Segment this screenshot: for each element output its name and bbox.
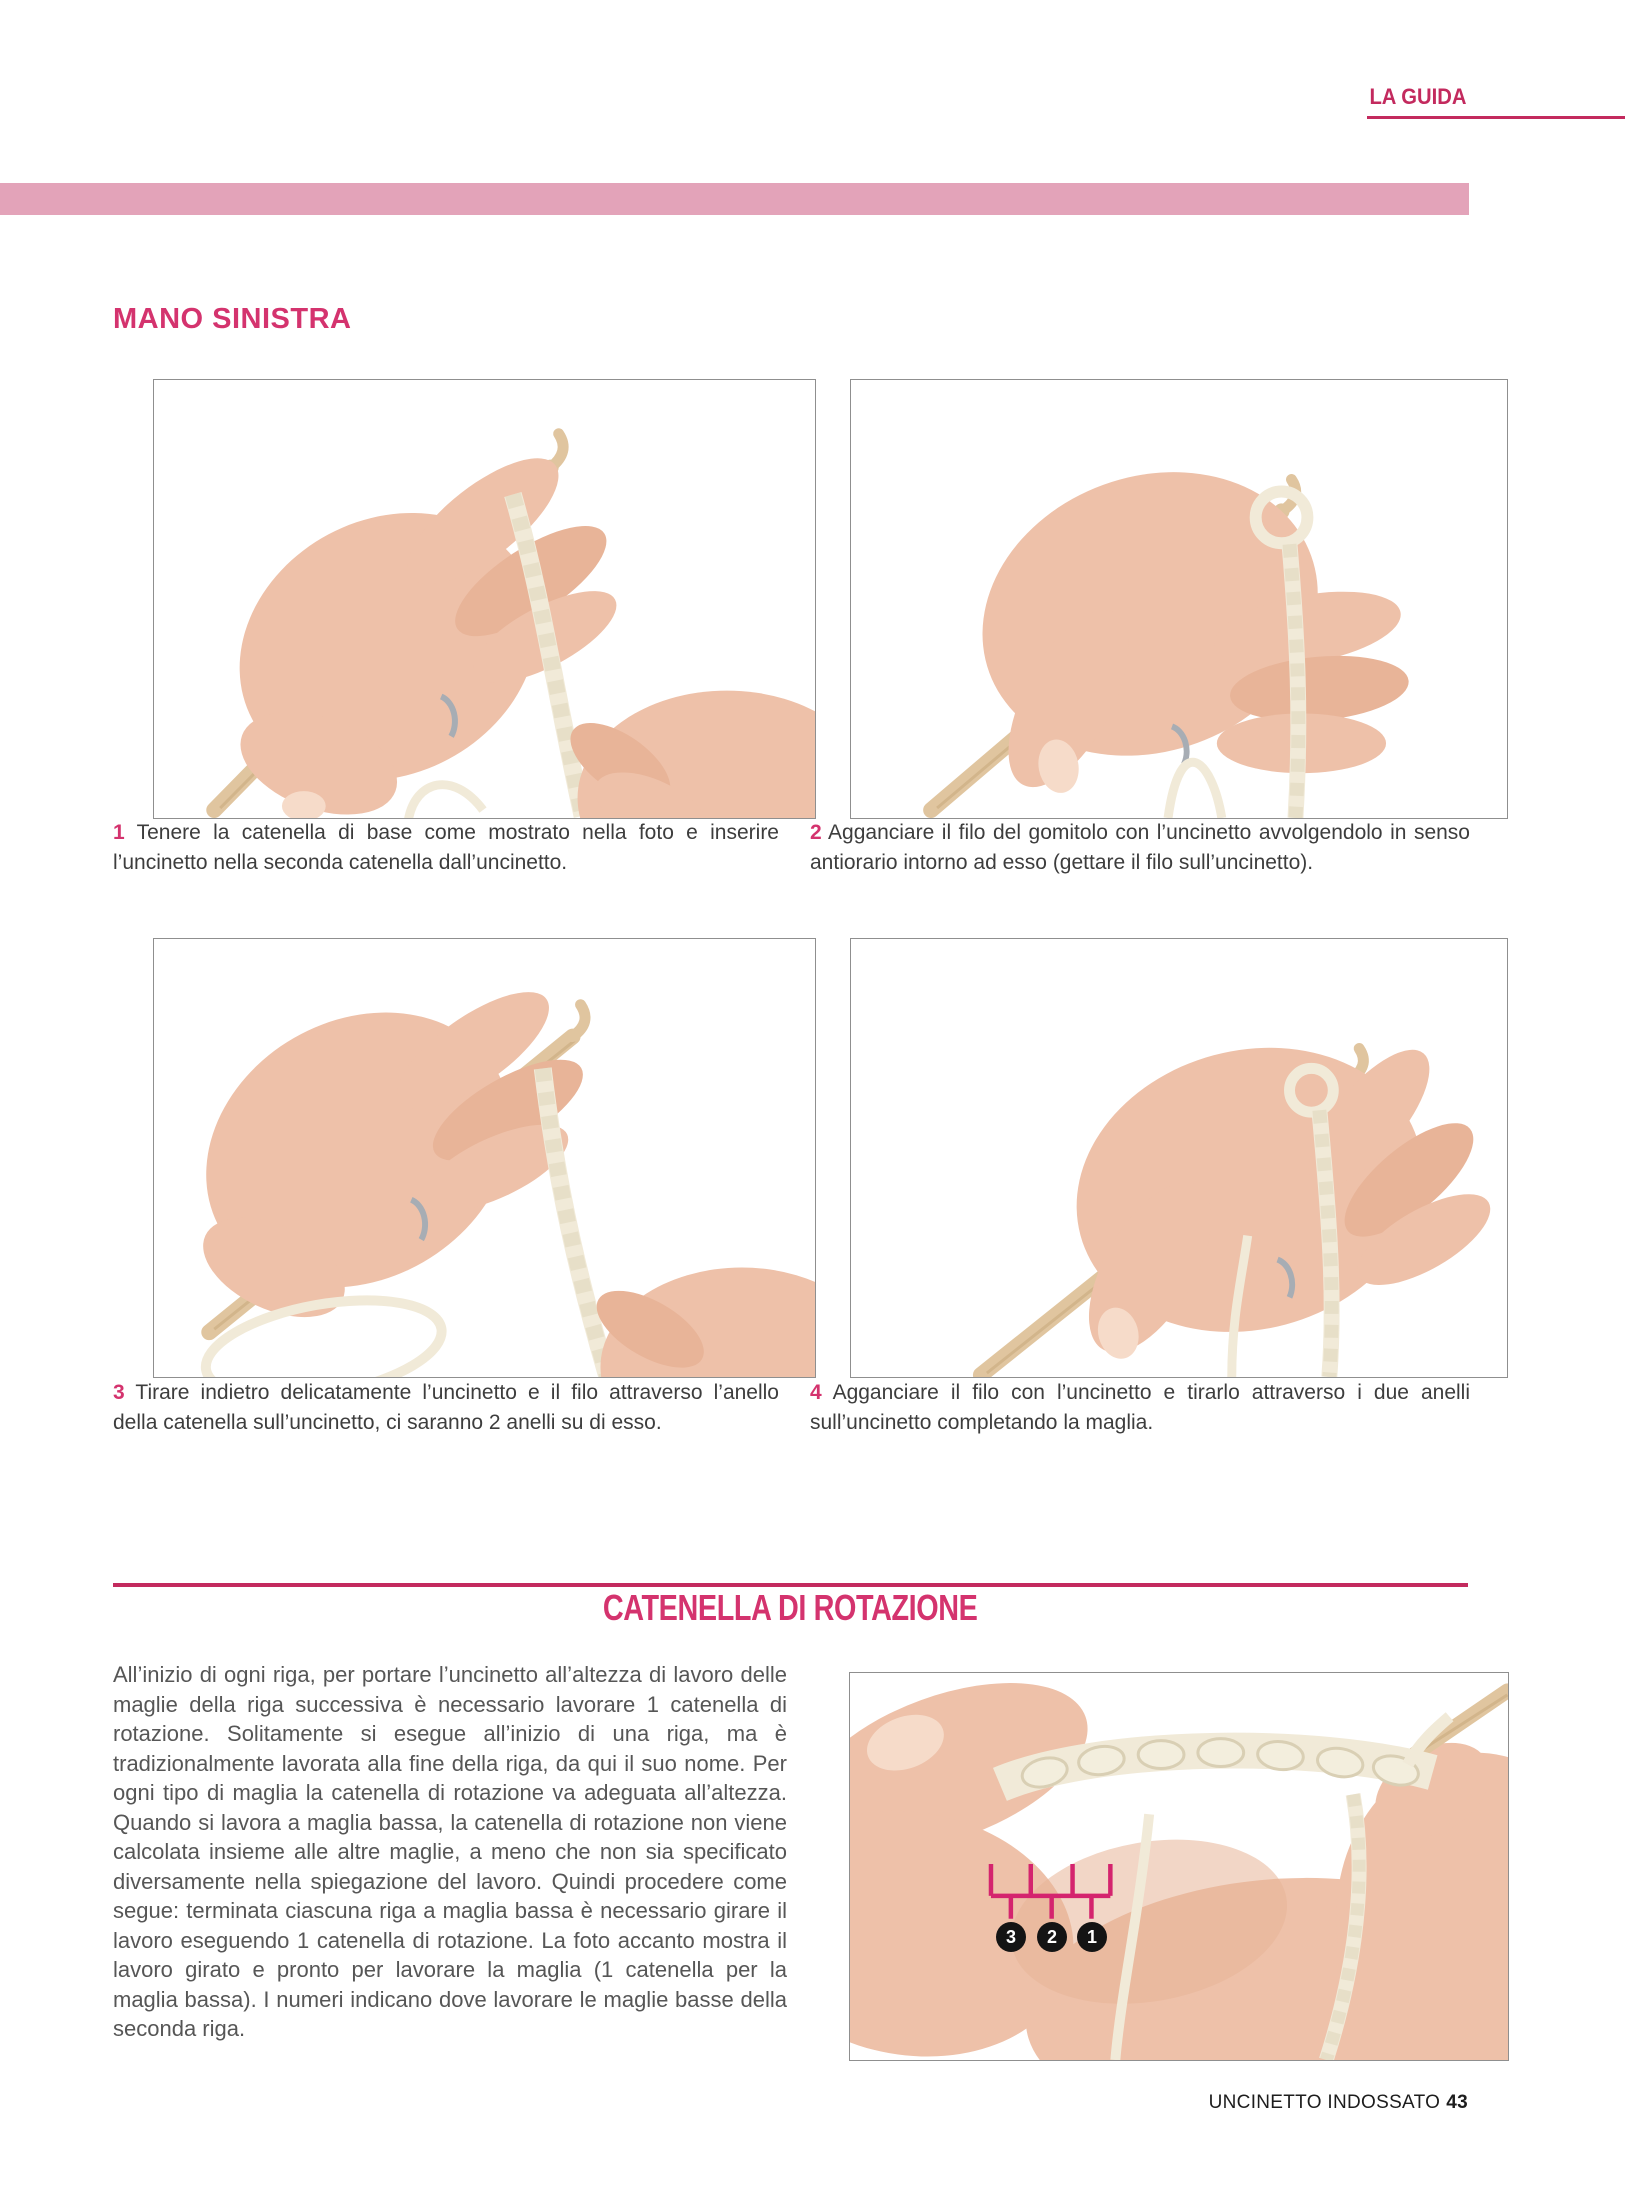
caption-step-4 <box>810 1378 1470 1438</box>
section-body-paragraph: All’inizio di ogni riga, per portare l’uncinetto all’altezza di lavoro delle maglie della riga successiva è necessario lavorare 1 catenella di rotazione. Solitamente si esegue all’inizio di una riga, ma è tradizionalmente lavorata alla fine della riga, da qui il suo nome. Per ogni tipo di maglia la catenella di rotazione va adeguata all’altezza. Quando si lavora a maglia bassa, la catenella di rotazione non viene calcolata insieme alle altre maglie, a meno che non sia specificato diversamente nella spiegazione del lavoro. Quindi procedere come segue: terminata ciascuna riga a maglia bassa è necessario girare il lavoro eseguendo 1 catenella di rotazione. La foto accanto mostra il lavoro girato e pronto per lavorare la maglia (1 catenella per la maglia bassa). I numeri indicano dove lavorare le maglie basse della seconda riga. <box>113 1662 787 2041</box>
pink-band <box>0 183 1469 215</box>
section-title-catenella <box>113 1589 1468 1627</box>
photo-step-2 <box>850 379 1508 819</box>
photo-step-3 <box>153 938 816 1378</box>
photo-step-1 <box>153 379 816 819</box>
header-rule <box>1367 116 1625 119</box>
marker-label-1: 1 <box>1077 1922 1107 1952</box>
hand-crochet-illustration <box>154 380 815 818</box>
step-text: Tirare indietro delicatamente l’uncinetto e il filo attraverso l’anello della catenella sull’uncinetto, ci saranno 2 anelli su di esso. <box>113 1381 779 1434</box>
page-header-label: LA GUIDA <box>1369 84 1467 109</box>
turning-chain-illustration <box>850 1673 1508 2060</box>
hand-crochet-illustration <box>851 939 1507 1377</box>
caption-step-2 <box>810 818 1470 878</box>
page-number: 43 <box>1446 2092 1468 2113</box>
step-text: Tenere la catenella di base come mostrato nella foto e inserire l’uncinetto nella seconda catenella dall’uncinetto. <box>113 821 779 874</box>
step-text: Agganciare il filo del gomitolo con l’uncinetto avvolgendolo in senso antiorario intorno ad esso (gettare il filo sull’uncinetto). <box>810 821 1470 874</box>
step-number: 1 <box>113 821 125 844</box>
section-title-mano-sinistra: MANO SINISTRA <box>113 303 352 335</box>
marker-label-3: 3 <box>996 1922 1026 1952</box>
caption-step-1 <box>113 818 779 878</box>
hand-crochet-illustration <box>851 380 1507 818</box>
marker-label-2: 2 <box>1037 1922 1067 1952</box>
step-number: 3 <box>113 1381 125 1404</box>
step-number: 4 <box>810 1381 822 1404</box>
caption-step-3 <box>113 1378 779 1438</box>
footer-title: UNCINETTO INDOSSATO <box>1208 2092 1441 2113</box>
page-footer <box>1209 2092 1468 2114</box>
photo-turning-chain <box>849 1672 1509 2061</box>
photo-step-4 <box>850 938 1508 1378</box>
step-text: Agganciare il filo con l’uncinetto e tirarlo attraverso i due anelli sull’uncinetto completando la maglia. <box>810 1381 1470 1434</box>
section-title-text: CATENELLA DI ROTAZIONE <box>603 1587 978 1628</box>
step-number: 2 <box>810 821 822 844</box>
hand-crochet-illustration <box>154 939 815 1377</box>
